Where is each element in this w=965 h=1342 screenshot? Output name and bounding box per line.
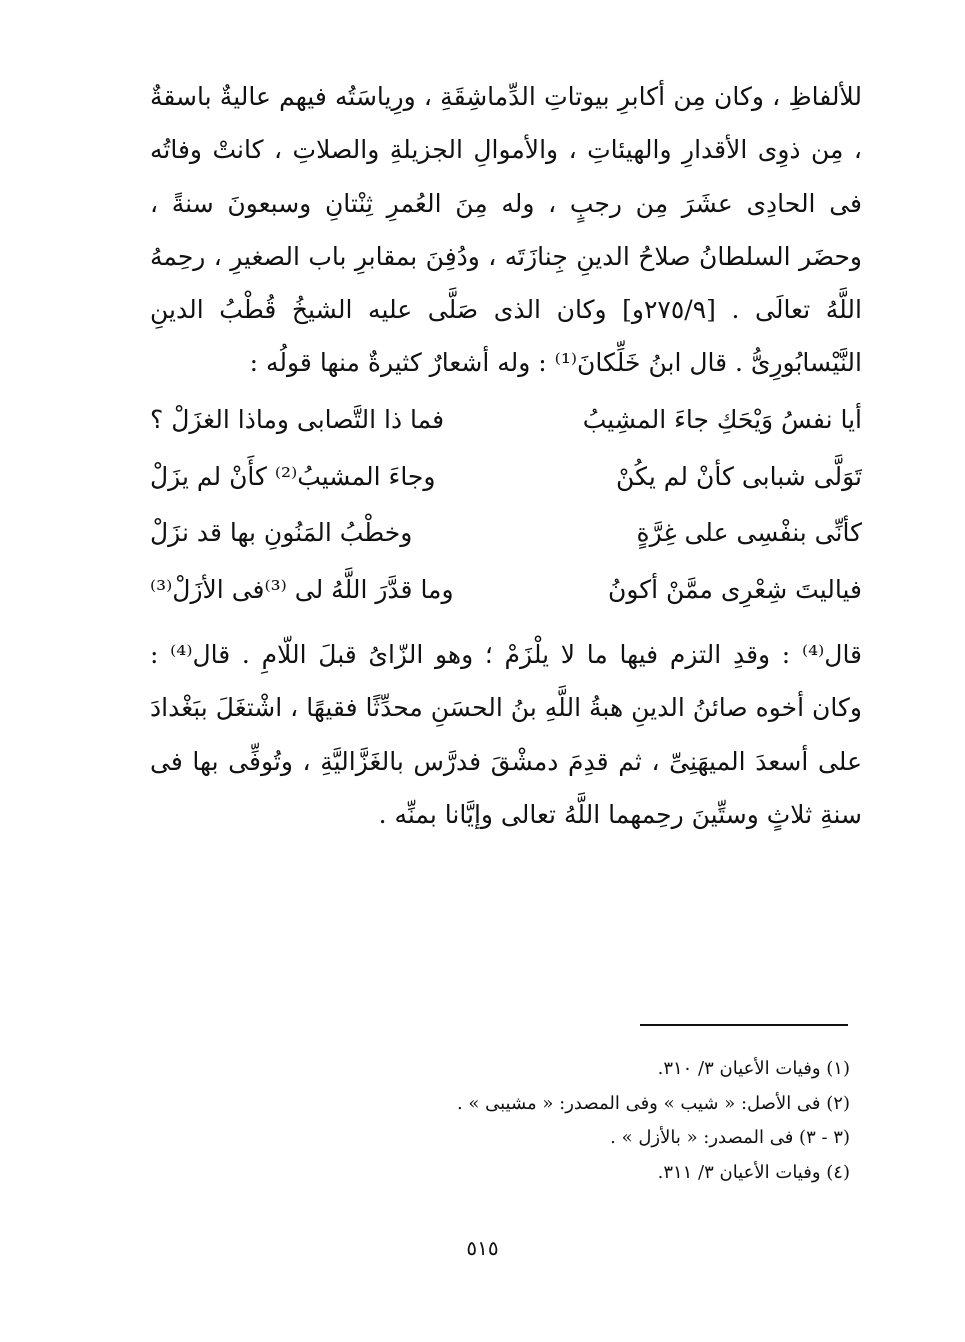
footnote-divider [640,1024,848,1026]
verse-first-hemistich: فياليتَ شِعْرِى ممَّنْ أكونُ [607,575,862,605]
verse-second-hemistich: وجاءَ المشيبُ⁽²⁾ كأَنْ لم يزَلْ [150,461,436,491]
paragraph-continuation: قال⁽⁴⁾ : وقدِ التزم فيها ما لا يلْزَمْ ؛ وهو الزّاىُ قبلَ اللّامِ . قال⁽⁴⁾ : وكان أخوه صائنُ الدينِ هبةُ اللَّهِ بنُ الحسَنِ محدِّثًا فقيهًا ، اشْتغَلَ ببَغْدادَ على أسعدَ الميهَنِىِّ ، ثم قدِمَ دمشْقَ فدرَّس بالغَزَّاليَّةِ ، وتُوفِّى بها فى سنةِ ثلاثٍ وستِّينَ رحِمهما اللَّهُ تعالى وإيَّانا بمنِّه . [150,640,863,829]
page-number: ٥١٥ [466,1236,499,1260]
poem [150,392,862,619]
verse-first-hemistich: كأنِّى بنفْسِى على غِرَّةٍ [636,518,862,548]
footnotes-list [380,1052,850,1190]
verse-second-hemistich: فما ذا التَّصابى وماذا الغزَلْ ؟ [150,405,445,434]
poem-verse [150,505,862,562]
poem-verse [150,392,862,449]
footnote-item: (٤) وفيات الأعيان ٣/ ٣١١. [657,1161,850,1183]
poem-verse [150,449,862,506]
verse-second-hemistich: وخطْبُ المَنُونِ بها قد نزَلْ [150,518,413,548]
paragraph-biography: للألفاظِ ، وكان مِن أكابرِ بيوتاتِ الدِّماشِقَةِ ، ورِياسَتُه فيهم عاليةٌ باسقةٌ ، مِن ذوِى الأقدارِ والهيئاتِ ، والأموالِ الجزيلةِ والصلاتِ ، كانتْ وفاتُه فى الحادِى عشَرَ مِن رجبٍ ، وله مِنَ العُمرِ ثِنْتانِ وسبعونَ سنةً ، وحضَر السلطانُ صلاحُ الدينِ جِنازَتَه ، ودُفِنَ بمقابرِ باب الصغيرِ ، رحِمهُ اللَّهُ تعالَى . [٢٧٥/٩و] وكان الذى صَلَّى عليه الشيخُ قُطْبُ الدينِ النَّيْسابُورِىُّ . قال ابنُ خَلِّكانَ⁽¹⁾ : وله أشعارٌ كثيرةٌ منها قولُه : [150,82,862,378]
poem-verse [150,562,862,619]
verse-first-hemistich: تَوَلَّى شبابى كأنْ لم يكُنْ [616,461,862,491]
footnote-item: (٢) فى الأصل: « شيب » وفى المصدر: « مشيبى » . [456,1092,850,1114]
footnote-item: (٣ - ٣) فى المصدر: « بالأزل » . [610,1127,850,1148]
verse-first-hemistich: أيا نفسُ وَيْحَكِ جاءَ المشِيبُ [582,405,862,434]
verse-second-hemistich: وما قدَّرَ اللَّهُ لى ⁽³⁾فى الأزَلْ⁽³⁾ [150,575,454,605]
footnote-item: (١) وفيات الأعيان ٣/ ٣١٠. [657,1058,850,1079]
